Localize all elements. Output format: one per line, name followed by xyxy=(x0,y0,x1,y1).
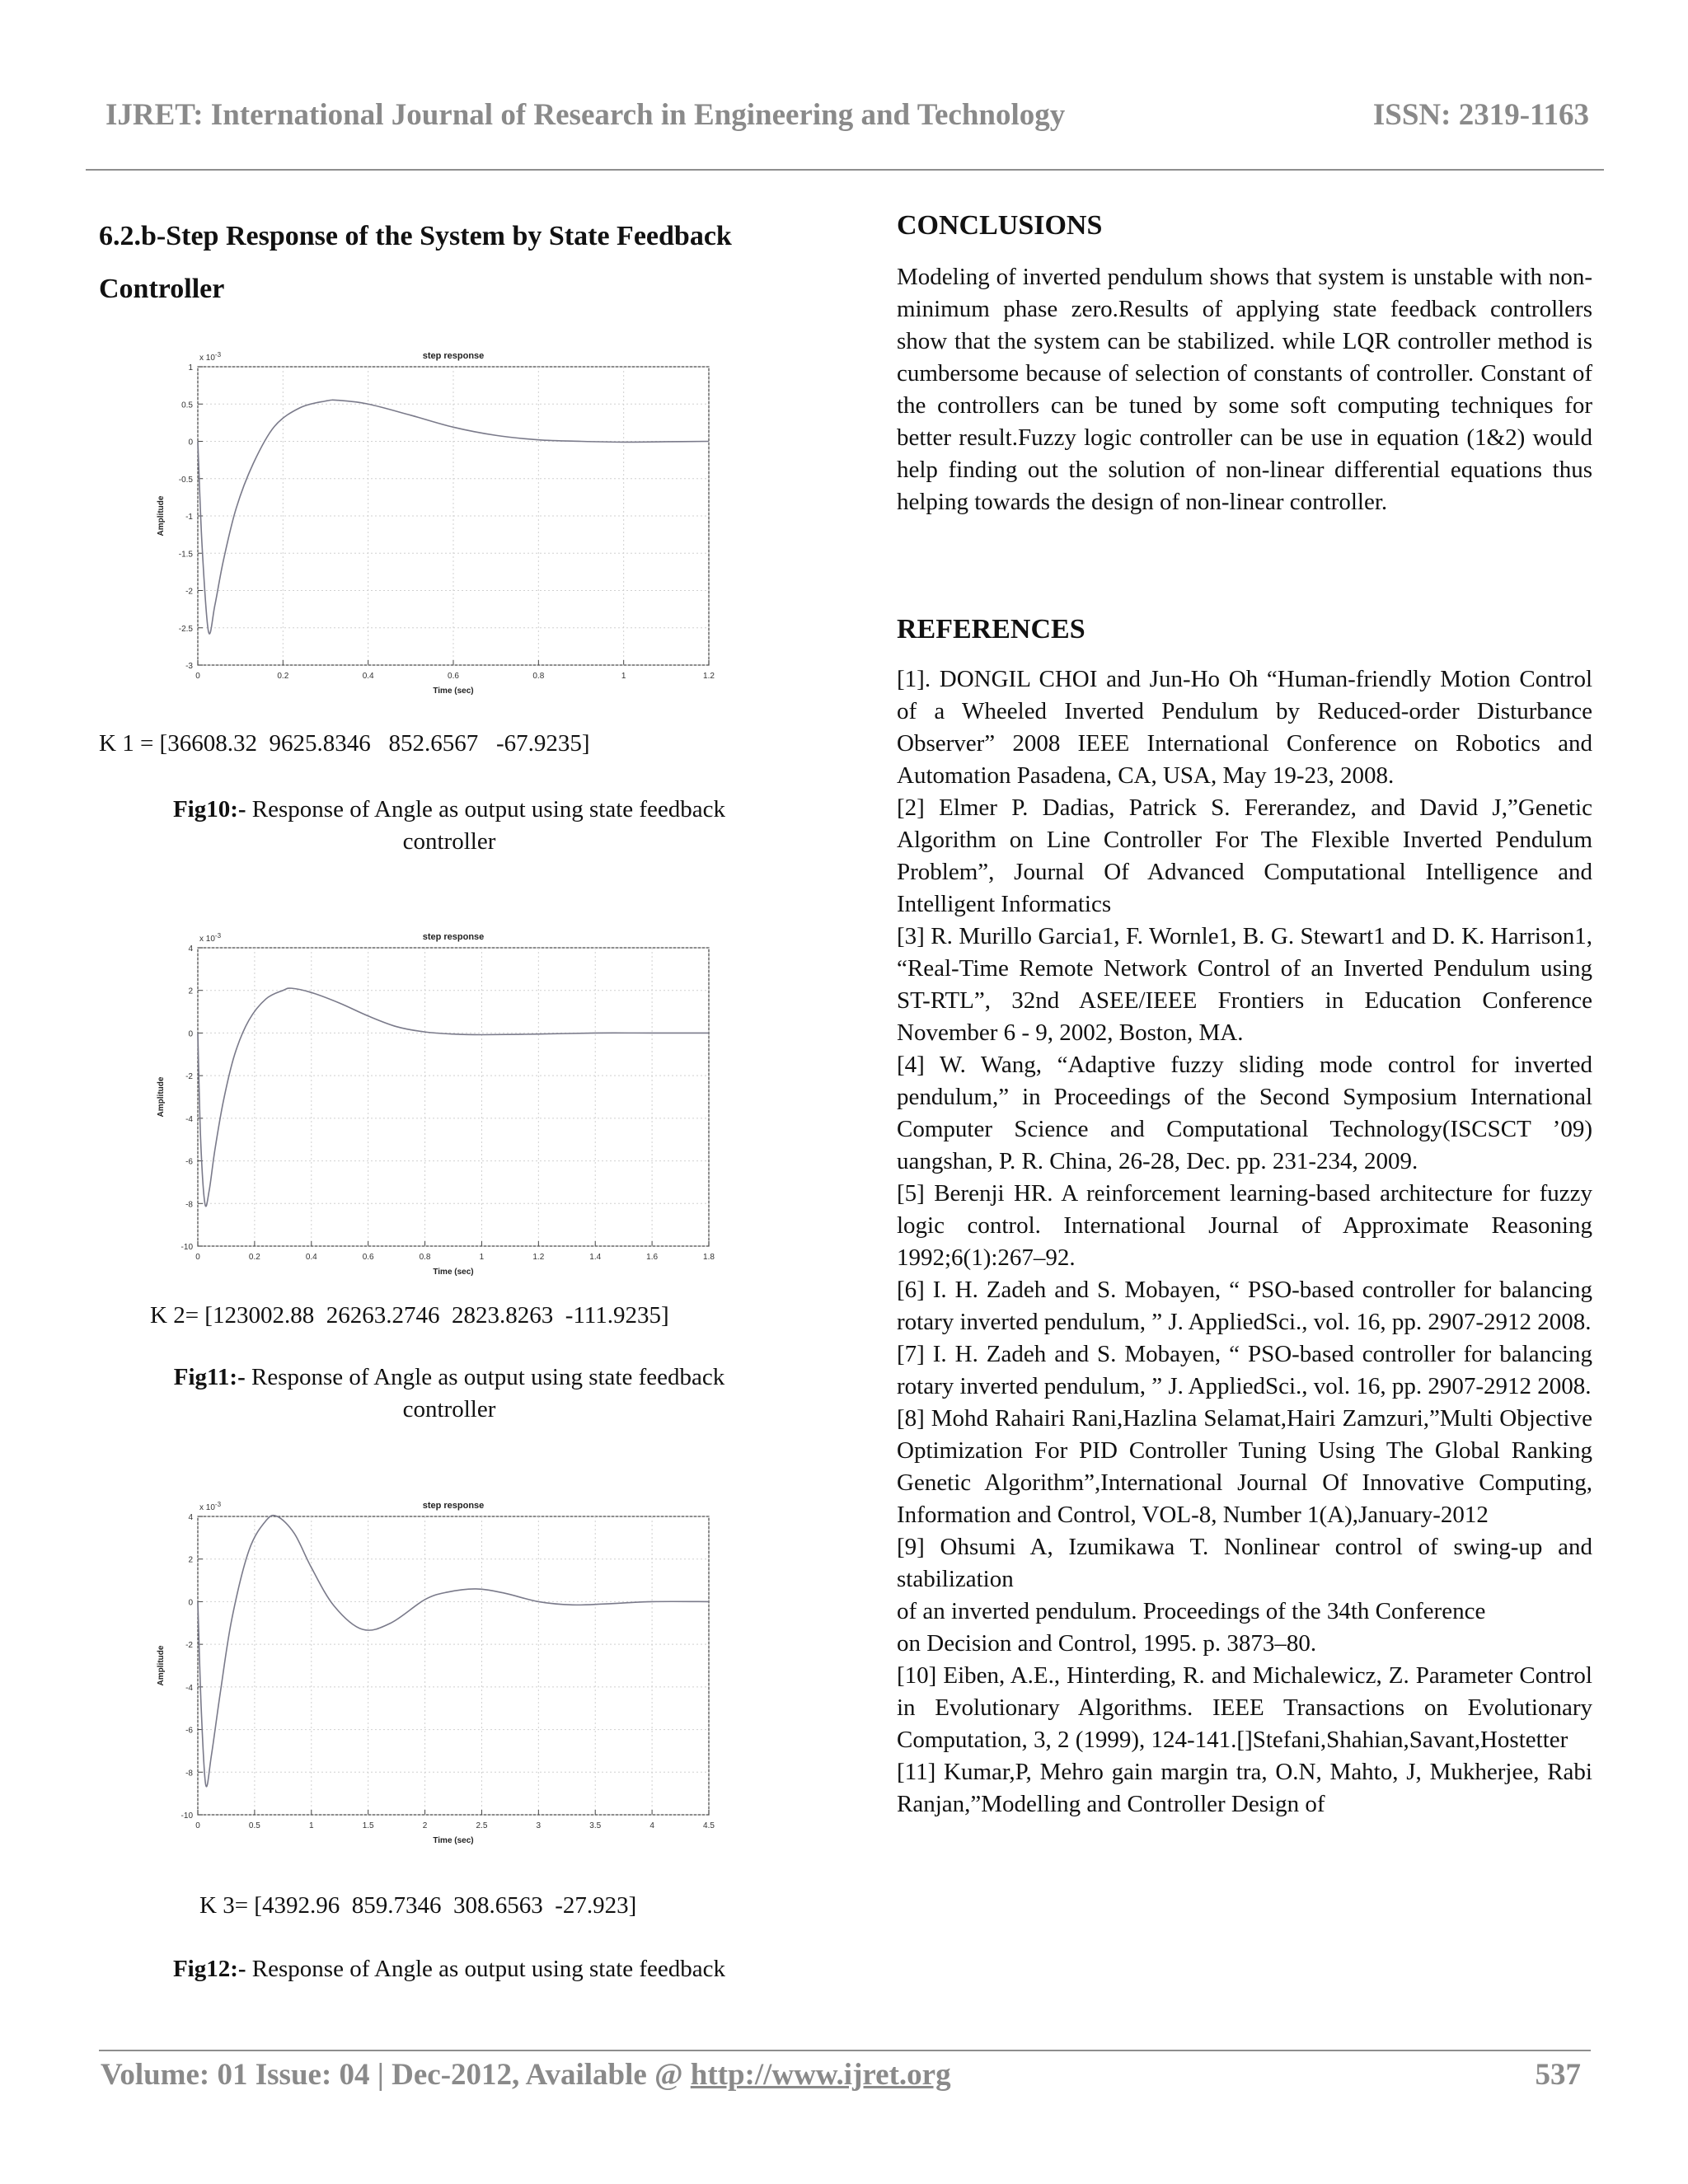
page-number: 537 xyxy=(1535,2058,1581,2092)
x-tick-label: 1 xyxy=(308,1821,314,1830)
y-tick-label: 1 xyxy=(188,363,193,373)
y-tick-label: -8 xyxy=(185,1769,193,1779)
x-tick-label: 0 xyxy=(195,672,200,681)
reference-item: [1]. DONGIL CHOI and Jun-Ho Oh “Human-friendly Motion Control of a Wheeled Inverted Pendulum by Reduced-order Disturbance Observer” 2008 IEEE International Conference on Robotics and Automation Pasadena, CA, USA, May 19-23, 2008. xyxy=(897,666,1592,789)
chart-title: step response xyxy=(422,932,485,942)
figure-12-caption: Fig12:- Response of Angle as output using state feedback xyxy=(172,1956,726,1982)
x-tick-label: 0.6 xyxy=(448,672,459,681)
x-tick-label: 1.5 xyxy=(362,1821,374,1830)
axis-exponent-label: x $10^{-3}$ xyxy=(199,932,222,944)
x-tick-label: 1.2 xyxy=(532,1253,545,1262)
chart-title: step response xyxy=(422,351,485,361)
k1-gains: K 1 = [36608.32 9625.8346 852.6567 -67.9235] xyxy=(99,730,590,757)
y-tick-label: 0 xyxy=(188,438,193,448)
x-tick-label: 0.2 xyxy=(248,1253,260,1262)
references-list xyxy=(897,663,1592,1821)
x-axis-label: Time (sec) xyxy=(433,687,474,696)
y-tick-label: -10 xyxy=(181,1811,193,1821)
conclusions-text: Modeling of inverted pendulum shows that system is unstable with non-minimum phase zero.Results of applying state feedback controllers show that the system can be stabilized. while LQR controller method is cumbersome because of selection of constants of controller. Constant of the controllers can be tuned by some soft computing techniques for better result.Fuzzy logic controller can be use in equation (1&2) would help finding out the solution of non-linear differential equations thus helping towards the design of non-linear controller. xyxy=(897,264,1592,515)
figure-11-plot xyxy=(148,915,742,1294)
x-tick-label: 0.8 xyxy=(419,1253,431,1262)
references-heading: REFERENCES xyxy=(897,614,1085,644)
conclusions-heading: CONCLUSIONS xyxy=(897,210,1103,241)
y-tick-label: 4 xyxy=(188,1513,193,1522)
y-tick-label: 0 xyxy=(188,1029,193,1039)
y-tick-label: 0.5 xyxy=(181,401,193,410)
chart-title: step response xyxy=(422,1501,485,1511)
y-tick-label: -2 xyxy=(185,1641,193,1651)
section-title: 6.2.b-Step Response of the System by State Feedback Controller xyxy=(99,221,732,304)
y-tick-label: -0.5 xyxy=(178,475,193,485)
figure-10-caption: Fig10:- Response of Angle as output using state feedback controller xyxy=(172,796,726,855)
axis-exponent-label: x $10^{-3}$ xyxy=(199,1501,222,1512)
y-tick-label: -1 xyxy=(185,513,193,522)
reference-item: [7] I. H. Zadeh and S. Mobayen, “ PSO-based controller for balancing rotary inverted pendulum, ” J. AppliedSci., vol. 16, pp. 2907-2912 2008. xyxy=(897,1341,1592,1399)
journal-link[interactable]: http://www.ijret.org xyxy=(690,2058,951,2092)
y-tick-label: 0 xyxy=(188,1598,193,1608)
reference-item: [9] Ohsumi A, Izumikawa T. Nonlinear control of swing-up and stabilization xyxy=(897,1534,1592,1592)
y-tick-label: 2 xyxy=(188,1555,193,1565)
x-tick-label: 0 xyxy=(195,1821,200,1830)
y-tick-label: -10 xyxy=(181,1243,193,1252)
reference-item: on Decision and Control, 1995. p. 3873–80. xyxy=(897,1630,1317,1657)
header-rule xyxy=(86,169,1604,171)
y-tick-label: -6 xyxy=(185,1157,193,1167)
reference-item: [6] I. H. Zadeh and S. Mobayen, “ PSO-based controller for balancing rotary inverted pendulum, ” J. AppliedSci., vol. 16, pp. 2907-2912 2008. xyxy=(897,1277,1592,1335)
x-axis-label: Time (sec) xyxy=(433,1268,474,1277)
y-tick-label: -2 xyxy=(185,1072,193,1082)
figure-11-caption: Fig11:- Response of Angle as output using state feedback controller xyxy=(173,1364,725,1422)
x-tick-label: 4.5 xyxy=(703,1821,715,1830)
volume-info: Volume: 01 Issue: 04 | Dec-2012, Available @ http://www.ijret.org xyxy=(101,2058,951,2092)
reference-item: of an inverted pendulum. Proceedings of the 34th Conference xyxy=(897,1598,1486,1624)
x-tick-label: 4 xyxy=(649,1821,654,1830)
y-axis-label: Amplitude xyxy=(157,495,166,537)
y-tick-label: -4 xyxy=(185,1683,193,1693)
reference-item: [3] R. Murillo Garcia1, F. Wornle1, B. G. Stewart1 and D. K. Harrison1, “Real-Time Remote Network Control of an Inverted Pendulum using ST-RTL”, 32nd ASEE/IEEE Frontiers in Education Conference November 6 - 9, 2002, Boston, MA. xyxy=(897,923,1592,1046)
left-column xyxy=(99,210,799,316)
x-tick-label: 0.2 xyxy=(277,672,289,681)
x-tick-label: 1.6 xyxy=(646,1253,659,1262)
footer-rule xyxy=(99,2050,1591,2051)
y-tick-label: 2 xyxy=(188,987,193,996)
page-footer xyxy=(101,2057,1581,2098)
page-header xyxy=(106,97,1589,138)
y-tick-label: 4 xyxy=(188,944,193,954)
y-tick-label: -1.5 xyxy=(178,550,193,560)
reference-item: [8] Mohd Rahairi Rani,Hazlina Selamat,Hairi Zamzuri,”Multi Objective Optimization For PID Controller Tuning Using The Global Ranking Genetic Algorithm”,International Journal Of Innovative Computing, Information and Control, VOL-8, Number 1(A),January-2012 xyxy=(897,1405,1592,1528)
journal-title: IJRET: International Journal of Research in Engineering and Technology xyxy=(106,98,1066,132)
x-tick-label: 1.2 xyxy=(703,672,715,681)
figure-12-plot xyxy=(148,1483,742,1863)
reference-item: [2] Elmer P. Dadias, Patrick S. Fererandez, and David J,”Genetic Algorithm on Line Controller For The Flexible Inverted Pendulum Problem”, Journal Of Advanced Computational Intelligence and Intelligent Informatics xyxy=(897,794,1592,917)
plot-frame xyxy=(198,948,709,1246)
y-tick-label: -2.5 xyxy=(178,624,193,634)
y-tick-label: -3 xyxy=(185,662,193,671)
y-tick-label: -6 xyxy=(185,1726,193,1736)
x-tick-label: 0.6 xyxy=(362,1253,374,1262)
x-tick-label: 1.8 xyxy=(703,1253,715,1262)
reference-item: [10] Eiben, A.E., Hinterding, R. and Michalewicz, Z. Parameter Control in Evolutionary Algorithms. IEEE Transactions on Evolutionary Computation, 3, 2 (1999), 124-141.[]Stefani,Shahian,Savant,Hostetter xyxy=(897,1662,1592,1753)
y-tick-label: -4 xyxy=(185,1114,193,1124)
x-tick-label: 1 xyxy=(479,1253,485,1262)
y-axis-label: Amplitude xyxy=(157,1076,166,1118)
x-tick-label: 1 xyxy=(621,672,626,681)
x-tick-label: 1.4 xyxy=(589,1253,602,1262)
k3-gains: K 3= [4392.96 859.7346 308.6563 -27.923] xyxy=(199,1892,637,1919)
axis-exponent-label: x $10^{-3}$ xyxy=(199,351,222,363)
issn: ISSN: 2319-1163 xyxy=(1372,98,1589,132)
y-axis-label: Amplitude xyxy=(157,1645,166,1686)
x-tick-label: 0.4 xyxy=(305,1253,317,1262)
x-tick-label: 3 xyxy=(536,1821,542,1830)
x-tick-label: 2.5 xyxy=(476,1821,488,1830)
reference-item: [5] Berenji HR. A reinforcement learning-based architecture for fuzzy logic control. International Journal of Approximate Reasoning 1992;6(1):267–92. xyxy=(897,1180,1592,1271)
x-tick-label: 2 xyxy=(422,1821,428,1830)
k2-gains: K 2= [123002.88 26263.2746 2823.8263 -111.9235] xyxy=(150,1302,669,1329)
x-tick-label: 3.5 xyxy=(589,1821,602,1830)
x-tick-label: 0.8 xyxy=(532,672,545,681)
x-tick-label: 0 xyxy=(195,1253,200,1262)
reference-item: [4] W. Wang, “Adaptive fuzzy sliding mode control for inverted pendulum,” in Proceedings of the Second Symposium International Computer Science and Computational Technology(ISCSCT ’09) uangshan, P. R. China, 26-28, Dec. pp. 231-234, 2009. xyxy=(897,1052,1592,1174)
x-tick-label: 0.4 xyxy=(362,672,374,681)
y-tick-label: -2 xyxy=(185,587,193,597)
x-axis-label: Time (sec) xyxy=(433,1836,474,1845)
reference-item: [11] Kumar,P, Mehro gain margin tra, O.N, Mahto, J, Mukherjee, Rabi Ranjan,”Modelling and Controller Design of xyxy=(897,1759,1592,1817)
plot-frame xyxy=(198,1516,709,1815)
y-tick-label: -8 xyxy=(185,1200,193,1210)
figure-10-plot xyxy=(148,334,742,713)
x-tick-label: 0.5 xyxy=(248,1821,260,1830)
